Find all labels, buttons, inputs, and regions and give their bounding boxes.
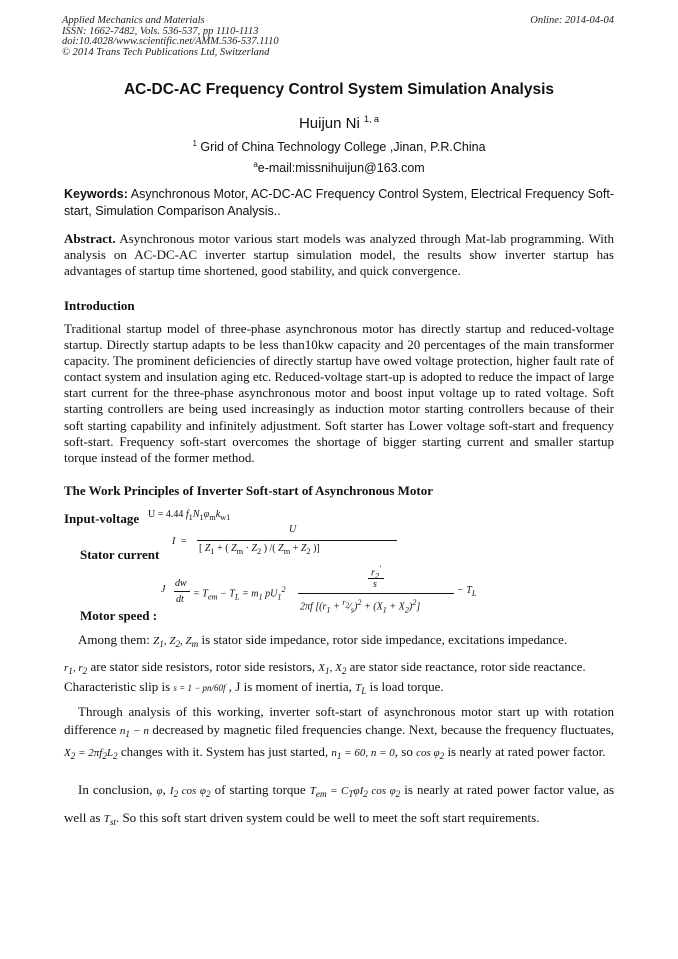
- para1-a: Among them:: [78, 632, 150, 647]
- paragraph-among-them: [64, 632, 614, 700]
- para2-d: , so: [394, 744, 413, 760]
- torque-denominator: 2πf [($r_1$ + $^{r_2}⁄_s)^2 + (X_1 + X_2)^2$]: [300, 598, 421, 615]
- affiliation: [0, 139, 678, 154]
- journal-info: [62, 16, 279, 58]
- affiliation-text: Grid of China Technology College ,Jinan, P.R.China: [200, 140, 486, 155]
- torque-r2: $r_2'$: [371, 564, 381, 581]
- inline-math-tst: $T_{st}$: [103, 813, 116, 828]
- stator-current-label: Stator current: [80, 547, 160, 562]
- stator-current-denominator: [ $Z_1$ + ( $Z_m \cdot Z_2$ ) /( $Z_m + Z_2$ )]: [199, 543, 320, 556]
- dwdt-line: [174, 591, 190, 592]
- para1-c: are stator side resistors, rotor side resistors,: [90, 659, 316, 675]
- email-sup: a: [253, 160, 258, 169]
- inline-math-x: $X_1$, $X_2$: [318, 662, 347, 677]
- input-voltage-label: Input-voltage: [64, 511, 140, 526]
- stator-fraction-line: [197, 540, 397, 541]
- keywords-text: Asynchronous Motor, AC-DC-AC Frequency Control System, Electrical Frequency Soft-start, Simulation Comparison Analysis..: [64, 187, 614, 218]
- author-name: Huijun Ni: [298, 115, 360, 132]
- keywords-label: Keywords:: [64, 187, 128, 201]
- intro-text: Traditional startup model of three-phase asynchronous motor has directly startup and reduced-voltage startup. Directly startup adapts to be less than10kw capacity and 20 percentages of the main transformer capacity. The prominent deficiencies of directly startup have owed voltage protection, higher fault rate of contact system and insulation aging etc. Reduced-voltage start-up is adopted to reduce the impact of large start current for the three-phase asynchronous motor and boost input voltage up to rated voltage. Soft starting controllers are being used increasingly as induction motor starting controllers because of their soft starting capability and infinitely adjustment. Soft starter has Lower voltage soft-start and frequency soft-start. Frequency soft-start overcomes the shortage of bigger starting current and smaller startup torque instead of the former method.: [64, 321, 614, 465]
- torque-equation-j: J: [161, 584, 166, 595]
- torque-tl: − $T_L$: [457, 585, 477, 598]
- paper-title: AC-DC-AC Frequency Control System Simulation Analysis: [123, 81, 555, 98]
- para3-d: . So this soft start driven system could be well to meet the soft start requirements.: [115, 810, 540, 826]
- inline-math-x2: $X_2 = 2\pi f_2L_2$: [64, 747, 118, 762]
- keywords: [64, 186, 614, 220]
- inline-math-r: $r_1$, $r_2$: [64, 662, 88, 677]
- inline-math-z: $Z_1$, $Z_2$, $Z_m$: [153, 635, 199, 650]
- email: [0, 160, 678, 175]
- stator-current-numerator: U: [289, 524, 297, 535]
- torque-dt: dt: [176, 594, 184, 605]
- para1-f: is load torque.: [369, 679, 444, 695]
- section-heading: The Work Principles of Inverter Soft-start of Asynchronous Motor: [64, 483, 434, 498]
- copyright-line: © 2014 Trans Tech Publications Ltd, Switzerland: [62, 46, 270, 58]
- para3-c: is nearly at rated power factor value, as well as: [64, 782, 615, 826]
- para2-a: Through analysis of this working, inverter soft-start of asynchronous motor start up with rotation difference: [64, 704, 614, 737]
- inline-math-n: $n_1 - n$: [119, 725, 149, 740]
- para1-b: is stator side impedance, rotor side impedance, excitations impedance.: [201, 632, 568, 647]
- para1-e: , J is moment of inertia,: [228, 679, 352, 695]
- inline-math-tl: $T_L$: [355, 682, 367, 697]
- affiliation-sup: 1: [192, 139, 197, 148]
- author-sup: 1, a: [364, 114, 380, 124]
- journal-name: Applied Mechanics and Materials: [62, 15, 205, 26]
- para3-b: of starting torque: [214, 782, 306, 797]
- abstract-label: Abstract.: [64, 231, 116, 246]
- para1-d: are stator side reactance, rotor side reactance. Characteristic slip is: [64, 659, 586, 695]
- intro-heading: Introduction: [64, 298, 135, 313]
- torque-s: s: [373, 579, 377, 590]
- inline-math-slip: s = 1 − pn/60f: [173, 683, 226, 694]
- input-voltage-equation: U = 4.44 $f_1N_1\varphi_mk_{w1}$: [148, 509, 231, 522]
- para2-e: is nearly at rated power factor.: [447, 744, 606, 760]
- para3-a: In conclusion,: [78, 782, 153, 797]
- issn-line: ISSN: 1662-7482, Vols. 536-537, pp 1110-1113: [62, 25, 259, 37]
- abstract: [64, 231, 614, 280]
- inline-math-cos: $\cos \varphi_2$: [416, 747, 445, 762]
- doi-line: doi:10.4028/www.scientific.net/AMM.536-537.1110: [62, 36, 279, 47]
- author: [0, 114, 678, 132]
- motor-speed-label: Motor speed :: [80, 608, 158, 623]
- online-date: Online: 2014-04-04: [530, 15, 614, 26]
- torque-equation-mid: = $T_{em} - T_L = m_1$ $pU_1^2$: [193, 585, 286, 602]
- email-text: e-mail:missnihuijun@163.com: [257, 161, 425, 176]
- para2-b: decreased by magnetic filed frequencies change. Next, because the frequency fluctuates,: [152, 722, 614, 737]
- torque-dw: dw: [175, 578, 187, 589]
- paragraph-conclusion: In conclusion, φ, $I_2$ $\cos \varphi_2$ of starting torque $T_{em} = C_T\varphi I_2$ $\cos \varphi_2$ is nearly at rated power factor value, as well as $T_{st}$. So this soft start driven system could be well to meet the soft start requirements.: [64, 782, 615, 828]
- abstract-text: Asynchronous motor various start models was analyzed through Mat-lab programming. With analysis on AC-DC-AC inverter startup simulation model, the results show inverter startup has advantages of startup time shortened, good stability, and quick convergence.: [64, 231, 614, 279]
- torque-fraction-line: [298, 593, 454, 594]
- inline-math-tem: $T_{em} = C_T\varphi I_2$ $\cos \varphi_2$: [309, 785, 401, 800]
- stator-current-equation-lhs: I =: [172, 536, 188, 547]
- paragraph-analysis: [64, 703, 614, 765]
- inline-math-i2: $I_2$ $\cos \varphi_2$: [169, 785, 211, 800]
- inline-math-n1: $n_1 = 60$, n = 0: [331, 747, 395, 762]
- inline-math-phi: φ: [156, 785, 163, 797]
- para2-c: changes with it. System has just started,: [120, 744, 329, 760]
